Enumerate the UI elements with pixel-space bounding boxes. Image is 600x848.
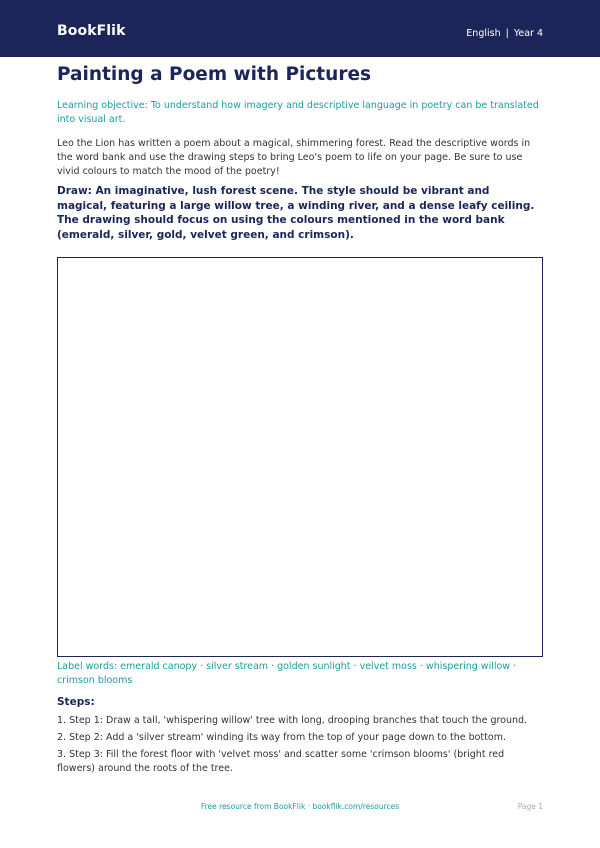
- intro-paragraph: Leo the Lion has written a poem about a magical, shimmering forest. Read the descriptive words in the word bank and use the drawing steps to bring Leo's poem to life on your page. Be sure to use vivid colours to match the mood of the poetry!: [57, 138, 531, 177]
- drawing-area[interactable]: [57, 257, 543, 657]
- steps-heading: Steps:: [57, 696, 95, 708]
- page-number: Page 1: [517, 802, 543, 811]
- year-label: Year 4: [513, 28, 543, 39]
- learning-objective: Learning objective: To understand how imagery and descriptive language in poetry can be translated into visual art.: [57, 100, 539, 125]
- subject-year-label: [466, 28, 543, 39]
- page-title: Painting a Poem with Pictures: [57, 64, 372, 85]
- subject-label: English: [466, 28, 501, 39]
- step-item: 2. Step 2: Add a 'silver stream' winding its way from the top of your page down to the bottom.: [57, 732, 506, 743]
- label-words: Label words: emerald canopy · silver stream · golden sunlight · velvet moss · whispering willow · crimson blooms: [57, 661, 517, 686]
- steps-list: [57, 714, 543, 779]
- draw-instruction: Draw: An imaginative, lush forest scene. The style should be vibrant and magical, featuring a large willow tree, a winding river, and a dense leafy ceiling. The drawing should focus on using the colours mentioned in the word bank (emerald, silver, gold, velvet green, and crimson).: [57, 185, 535, 241]
- step-item: 3. Step 3: Fill the forest floor with 'velvet moss' and scatter some 'crimson blooms' (bright red flowers) around the roots of the tree.: [57, 749, 505, 774]
- page-header: [0, 0, 600, 57]
- header-separator: |: [505, 28, 509, 39]
- footer-resource: Free resource from BookFlik · bookflik.com/resources: [200, 802, 400, 811]
- step-item: 1. Step 1: Draw a tall, 'whispering willow' tree with long, drooping branches that touch the ground.: [57, 715, 528, 726]
- brand-logo: BookFlik: [57, 23, 126, 39]
